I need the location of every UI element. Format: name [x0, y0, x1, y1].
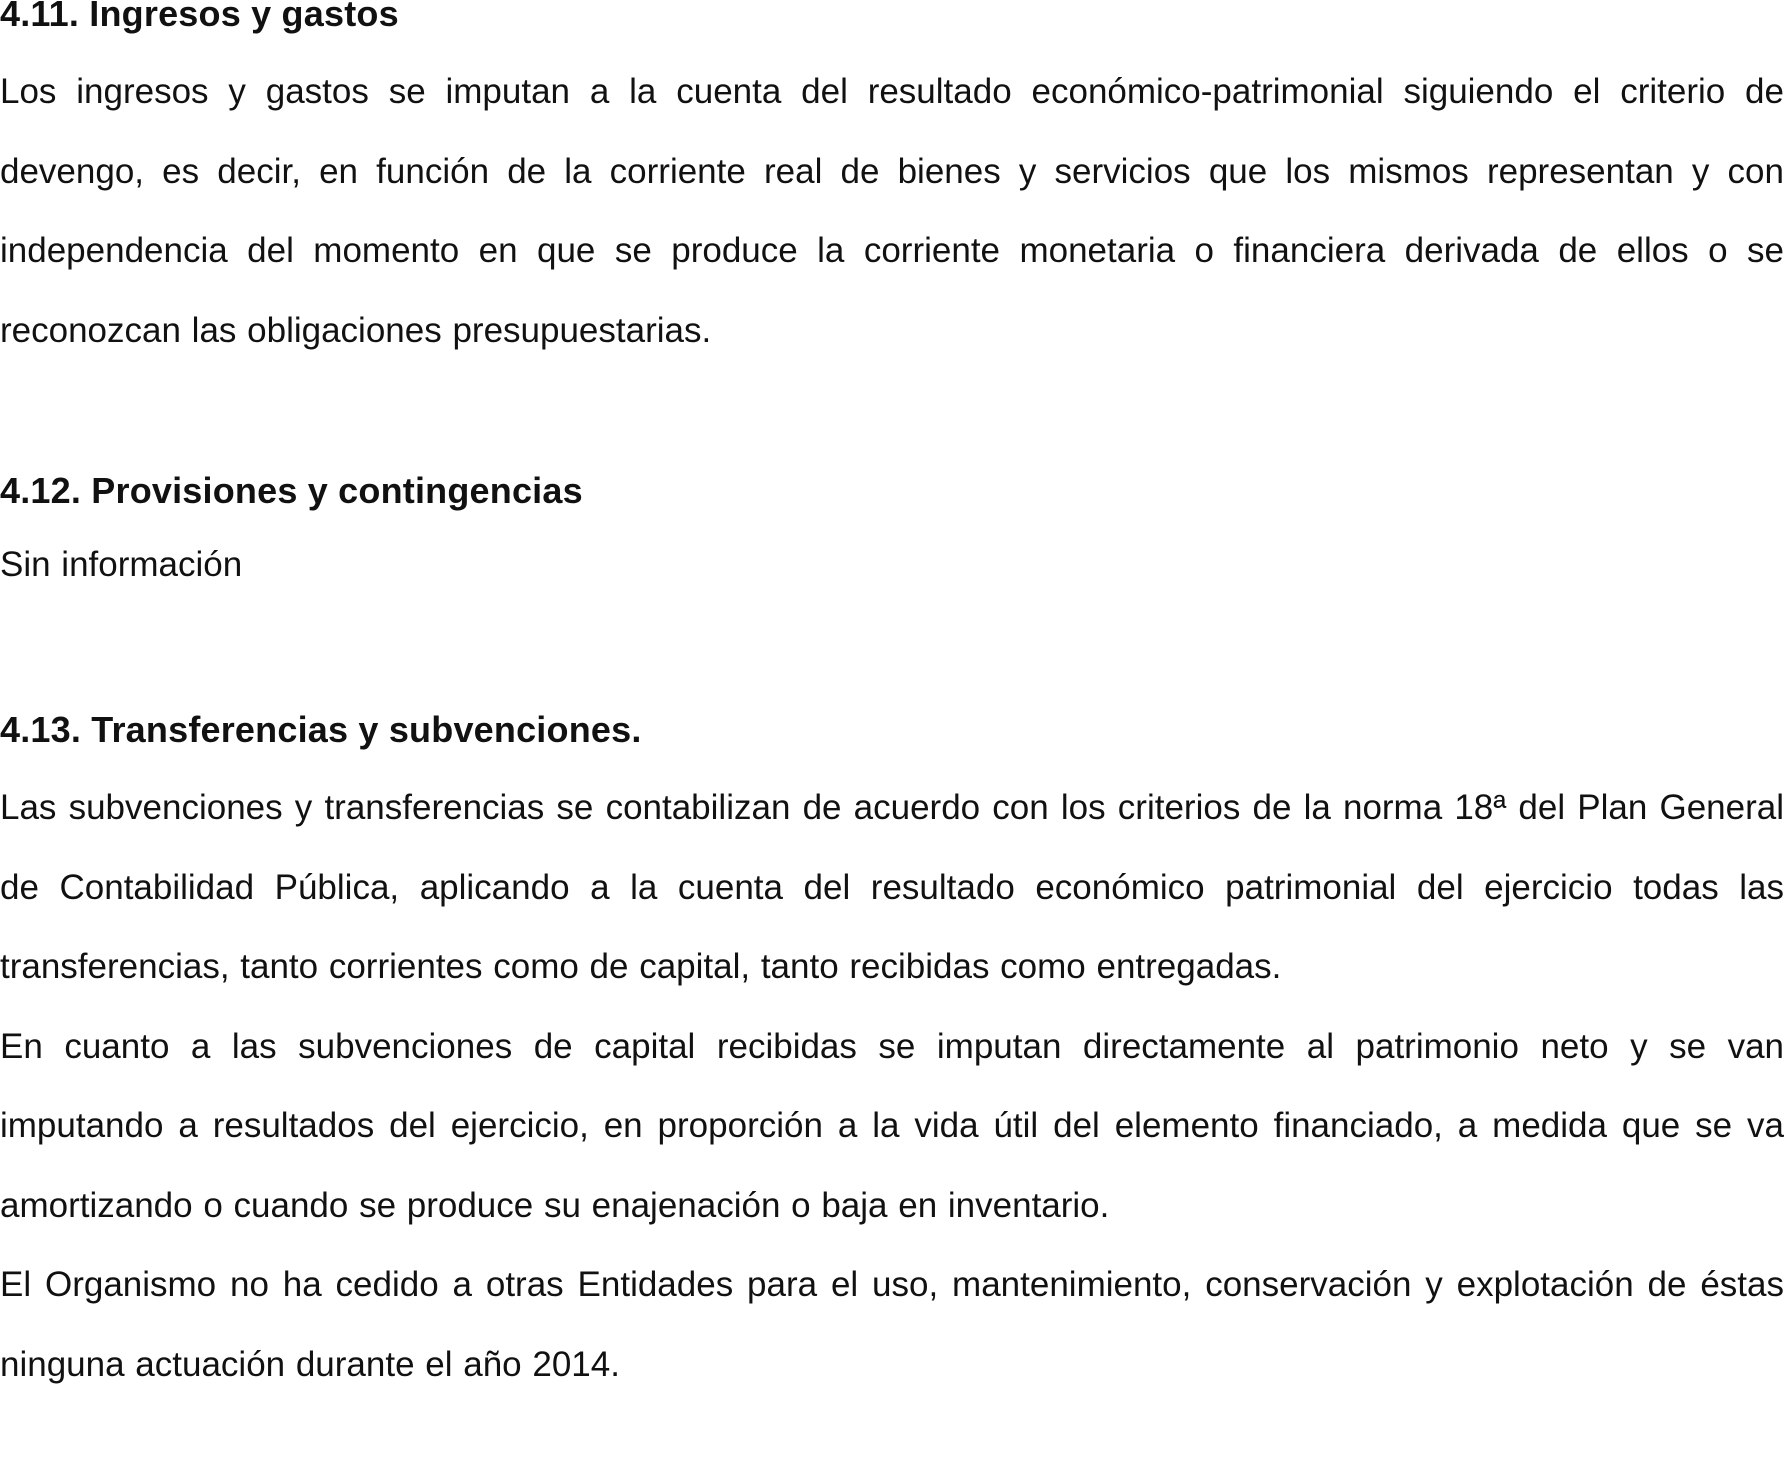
section-paragraph: En cuanto a las subvenciones de capital recibidas se imputan directamente al patrimonio neto y se van imputando a resultados del ejercicio, en proporción a la vida útil del elemento financiado, a medida que se va amortizando o cuando se produce su enajenación o baja en inventario. [0, 1026, 1784, 1225]
section-heading: 4.13. Transferencias y subvenciones. [0, 709, 642, 750]
section-provisiones-contingencias [0, 467, 1784, 605]
section-ingresos-gastos [0, 0, 1784, 370]
section-paragraph: Las subvenciones y transferencias se contabilizan de acuerdo con los criterios de la norma 18ª del Plan General de Contabilidad Pública, aplicando a la cuenta del resultado económico patrimonial del ejercicio todas las transferencias, tanto corrientes como de capital, tanto recibidas como entregadas. [0, 788, 1784, 986]
section-heading: 4.12. Provisiones y contingencias [0, 470, 583, 511]
section-paragraph: Sin información [0, 545, 243, 584]
section-transferencias-subvenciones [0, 706, 1784, 1404]
section-paragraph: El Organismo no ha cedido a otras Entidades para el uso, mantenimiento, conservación y explotación de éstas ninguna actuación durante el año 2014. [0, 1265, 1784, 1384]
section-paragraph: Los ingresos y gastos se imputan a la cuenta del resultado económico-patrimonial siguiendo el criterio de devengo, es decir, en función de la corriente real de bienes y servicios que los mismos representan y con independencia del momento en que se produce la corriente monetaria o financiera derivada de ellos o se reconozcan las obligaciones presupuestarias. [0, 72, 1784, 350]
section-heading: 4.11. Ingresos y gastos [0, 0, 399, 34]
